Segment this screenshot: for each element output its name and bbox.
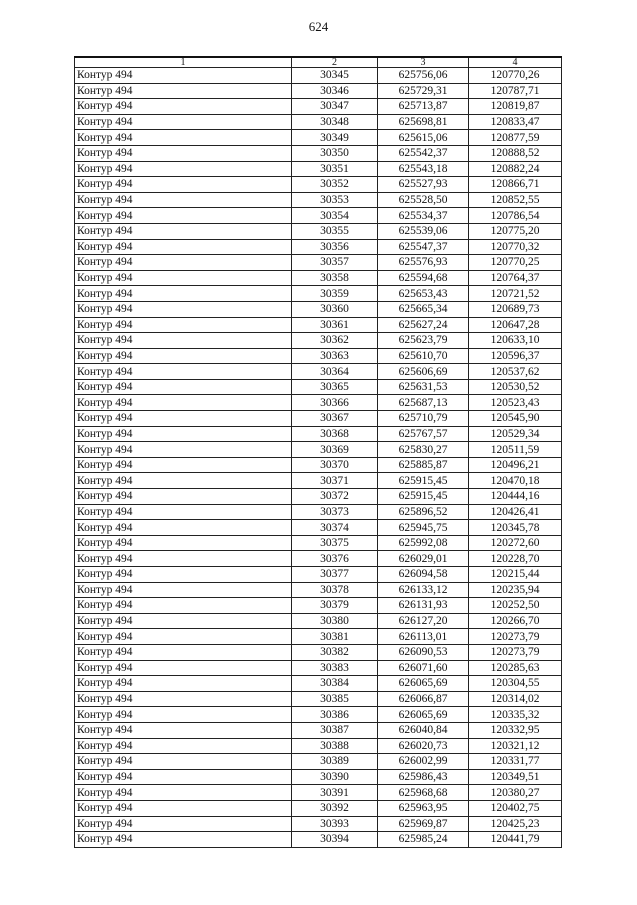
coordinate-x-cell: 626040,84 [378,722,469,738]
table-row [75,255,562,271]
point-number-cell: 30394 [292,832,378,848]
point-number-cell: 30370 [292,457,378,473]
coordinate-y-cell: 120496,21 [469,457,562,473]
coordinate-x-cell: 625528,50 [378,192,469,208]
table-row [75,707,562,723]
contour-name-cell: Контур 494 [75,411,292,427]
table-row [75,301,562,317]
coordinate-y-cell: 120545,90 [469,411,562,427]
contour-name-cell: Контур 494 [75,223,292,239]
coordinate-x-cell: 625547,37 [378,239,469,255]
contour-name-cell: Контур 494 [75,239,292,255]
coordinate-x-cell: 626065,69 [378,707,469,723]
coordinate-y-cell: 120882,24 [469,161,562,177]
point-number-cell: 30385 [292,691,378,707]
contour-name-cell: Контур 494 [75,333,292,349]
contour-name-cell: Контур 494 [75,301,292,317]
coordinate-y-cell: 120349,51 [469,769,562,785]
coordinate-y-cell: 120786,54 [469,208,562,224]
point-number-cell: 30354 [292,208,378,224]
coordinate-x-cell: 625665,34 [378,301,469,317]
contour-name-cell: Контур 494 [75,364,292,380]
coordinate-x-cell: 625534,37 [378,208,469,224]
coordinate-y-cell: 120888,52 [469,145,562,161]
table-row [75,800,562,816]
point-number-cell: 30377 [292,567,378,583]
coordinate-y-cell: 120272,60 [469,535,562,551]
coordinate-x-cell: 625896,52 [378,504,469,520]
coordinate-x-cell: 625767,57 [378,426,469,442]
coordinate-y-cell: 120775,20 [469,223,562,239]
table-row [75,629,562,645]
point-number-cell: 30351 [292,161,378,177]
table-row [75,769,562,785]
table-row [75,754,562,770]
coordinate-x-cell: 625615,06 [378,130,469,146]
contour-name-cell: Контур 494 [75,395,292,411]
table-row [75,785,562,801]
coordinate-y-cell: 120425,23 [469,816,562,832]
contour-name-cell: Контур 494 [75,613,292,629]
coordinate-x-cell: 625631,53 [378,379,469,395]
table-row [75,83,562,99]
point-number-cell: 30366 [292,395,378,411]
point-number-cell: 30376 [292,551,378,567]
table-row [75,208,562,224]
table-row [75,442,562,458]
coordinate-y-cell: 120273,79 [469,644,562,660]
contour-name-cell: Контур 494 [75,177,292,193]
coordinate-x-cell: 625627,24 [378,317,469,333]
contour-name-cell: Контур 494 [75,644,292,660]
table-row [75,177,562,193]
point-number-cell: 30364 [292,364,378,380]
point-number-cell: 30347 [292,99,378,115]
coordinate-y-cell: 120331,77 [469,754,562,770]
table-row [75,582,562,598]
contour-name-cell: Контур 494 [75,68,292,84]
coordinate-y-cell: 120228,70 [469,551,562,567]
coordinate-y-cell: 120770,25 [469,255,562,271]
contour-name-cell: Контур 494 [75,535,292,551]
table-row [75,832,562,848]
coordinate-x-cell: 625830,27 [378,442,469,458]
coordinate-y-cell: 120444,16 [469,489,562,505]
point-number-cell: 30393 [292,816,378,832]
point-number-cell: 30374 [292,520,378,536]
table-row [75,130,562,146]
table-row [75,395,562,411]
table-row [75,333,562,349]
point-number-cell: 30349 [292,130,378,146]
table-row [75,567,562,583]
contour-name-cell: Контур 494 [75,504,292,520]
coordinate-y-cell: 120273,79 [469,629,562,645]
contour-name-cell: Контур 494 [75,816,292,832]
coordinate-x-cell: 625542,37 [378,145,469,161]
coordinate-y-cell: 120345,78 [469,520,562,536]
column-header-4: 4 [469,57,562,68]
coordinate-y-cell: 120764,37 [469,270,562,286]
contour-name-cell: Контур 494 [75,379,292,395]
point-number-cell: 30359 [292,286,378,302]
coordinate-y-cell: 120426,41 [469,504,562,520]
contour-name-cell: Контур 494 [75,286,292,302]
coordinate-x-cell: 625713,87 [378,99,469,115]
coordinate-x-cell: 625576,93 [378,255,469,271]
coordinate-y-cell: 120596,37 [469,348,562,364]
contour-name-cell: Контур 494 [75,598,292,614]
contour-name-cell: Контур 494 [75,722,292,738]
coordinate-x-cell: 625968,68 [378,785,469,801]
point-number-cell: 30380 [292,613,378,629]
table-row [75,192,562,208]
coordinate-x-cell: 625992,08 [378,535,469,551]
contour-name-cell: Контур 494 [75,473,292,489]
coordinate-y-cell: 120529,34 [469,426,562,442]
table-row [75,738,562,754]
table-header-row [75,57,562,68]
point-number-cell: 30386 [292,707,378,723]
contour-name-cell: Контур 494 [75,130,292,146]
coordinate-x-cell: 626066,87 [378,691,469,707]
contour-name-cell: Контур 494 [75,426,292,442]
coordinate-x-cell: 625729,31 [378,83,469,99]
coordinate-y-cell: 120633,10 [469,333,562,349]
point-number-cell: 30358 [292,270,378,286]
contour-name-cell: Контур 494 [75,270,292,286]
coordinate-y-cell: 120530,52 [469,379,562,395]
coordinate-y-cell: 120314,02 [469,691,562,707]
coordinate-x-cell: 625986,43 [378,769,469,785]
table-row [75,411,562,427]
contour-name-cell: Контур 494 [75,457,292,473]
contour-name-cell: Контур 494 [75,567,292,583]
table-row [75,722,562,738]
point-number-cell: 30368 [292,426,378,442]
contour-name-cell: Контур 494 [75,114,292,130]
table-row [75,99,562,115]
point-number-cell: 30373 [292,504,378,520]
coordinate-x-cell: 626127,20 [378,613,469,629]
coordinate-y-cell: 120511,59 [469,442,562,458]
point-number-cell: 30345 [292,68,378,84]
coordinate-x-cell: 625985,24 [378,832,469,848]
coordinate-x-cell: 625594,68 [378,270,469,286]
coordinate-y-cell: 120537,62 [469,364,562,380]
table-row [75,551,562,567]
coordinate-x-cell: 625698,81 [378,114,469,130]
contour-name-cell: Контур 494 [75,800,292,816]
table-row [75,613,562,629]
contour-name-cell: Контур 494 [75,161,292,177]
table-row [75,317,562,333]
table-row [75,223,562,239]
table-row [75,161,562,177]
coordinate-y-cell: 120285,63 [469,660,562,676]
coordinate-x-cell: 625963,95 [378,800,469,816]
table-row [75,473,562,489]
coordinate-x-cell: 626020,73 [378,738,469,754]
coordinate-y-cell: 120321,12 [469,738,562,754]
coordinate-x-cell: 625543,18 [378,161,469,177]
point-number-cell: 30383 [292,660,378,676]
contour-name-cell: Контур 494 [75,582,292,598]
coordinate-y-cell: 120833,47 [469,114,562,130]
point-number-cell: 30391 [292,785,378,801]
column-header-1: 1 [75,57,292,68]
coordinate-x-cell: 625969,87 [378,816,469,832]
table-row [75,676,562,692]
table-row [75,535,562,551]
point-number-cell: 30375 [292,535,378,551]
contour-name-cell: Контур 494 [75,192,292,208]
contour-name-cell: Контур 494 [75,707,292,723]
coordinate-x-cell: 625527,93 [378,177,469,193]
point-number-cell: 30379 [292,598,378,614]
point-number-cell: 30363 [292,348,378,364]
contour-name-cell: Контур 494 [75,738,292,754]
table-row [75,489,562,505]
point-number-cell: 30390 [292,769,378,785]
coordinate-x-cell: 625539,06 [378,223,469,239]
point-number-cell: 30381 [292,629,378,645]
contour-name-cell: Контур 494 [75,785,292,801]
coordinate-x-cell: 626094,58 [378,567,469,583]
coordinate-y-cell: 120304,55 [469,676,562,692]
coordinate-y-cell: 120332,95 [469,722,562,738]
coordinate-x-cell: 625915,45 [378,473,469,489]
table-row [75,504,562,520]
table-row [75,691,562,707]
coordinate-y-cell: 120787,71 [469,83,562,99]
coordinate-y-cell: 120852,55 [469,192,562,208]
coordinate-y-cell: 120877,59 [469,130,562,146]
point-number-cell: 30369 [292,442,378,458]
point-number-cell: 30365 [292,379,378,395]
coordinate-x-cell: 626133,12 [378,582,469,598]
table-row [75,816,562,832]
point-number-cell: 30367 [292,411,378,427]
coordinate-x-cell: 625610,70 [378,348,469,364]
coordinate-y-cell: 120689,73 [469,301,562,317]
coordinate-x-cell: 625653,43 [378,286,469,302]
contour-name-cell: Контур 494 [75,208,292,224]
point-number-cell: 30348 [292,114,378,130]
point-number-cell: 30392 [292,800,378,816]
coordinate-y-cell: 120770,26 [469,68,562,84]
coordinate-y-cell: 120819,87 [469,99,562,115]
coordinate-x-cell: 626090,53 [378,644,469,660]
point-number-cell: 30371 [292,473,378,489]
contour-name-cell: Контур 494 [75,145,292,161]
coordinate-x-cell: 626071,60 [378,660,469,676]
coordinate-y-cell: 120866,71 [469,177,562,193]
table-row [75,379,562,395]
coordinate-x-cell: 625945,75 [378,520,469,536]
point-number-cell: 30353 [292,192,378,208]
point-number-cell: 30355 [292,223,378,239]
contour-name-cell: Контур 494 [75,769,292,785]
coordinate-x-cell: 625606,69 [378,364,469,380]
contour-name-cell: Контур 494 [75,676,292,692]
coordinate-x-cell: 625623,79 [378,333,469,349]
point-number-cell: 30382 [292,644,378,660]
point-number-cell: 30360 [292,301,378,317]
point-number-cell: 30361 [292,317,378,333]
contour-name-cell: Контур 494 [75,551,292,567]
contour-name-cell: Контур 494 [75,317,292,333]
point-number-cell: 30378 [292,582,378,598]
coordinate-x-cell: 626065,69 [378,676,469,692]
coordinate-x-cell: 625687,13 [378,395,469,411]
coordinate-x-cell: 625756,06 [378,68,469,84]
coordinate-y-cell: 120235,94 [469,582,562,598]
coordinate-x-cell: 625710,79 [378,411,469,427]
table-row [75,364,562,380]
contour-name-cell: Контур 494 [75,99,292,115]
contour-name-cell: Контур 494 [75,754,292,770]
contour-name-cell: Контур 494 [75,832,292,848]
contour-name-cell: Контур 494 [75,520,292,536]
page-number: 624 [308,19,329,34]
coordinate-y-cell: 120647,28 [469,317,562,333]
table-row [75,660,562,676]
coordinate-y-cell: 120380,27 [469,785,562,801]
table-row [75,286,562,302]
coordinate-y-cell: 120470,18 [469,473,562,489]
point-number-cell: 30387 [292,722,378,738]
table-row [75,270,562,286]
column-header-2: 2 [292,57,378,68]
point-number-cell: 30384 [292,676,378,692]
table-row [75,114,562,130]
column-header-3: 3 [378,57,469,68]
coordinate-x-cell: 626029,01 [378,551,469,567]
point-number-cell: 30350 [292,145,378,161]
coordinate-y-cell: 120770,32 [469,239,562,255]
coordinate-x-cell: 625915,45 [378,489,469,505]
table-row [75,457,562,473]
point-number-cell: 30362 [292,333,378,349]
coordinate-y-cell: 120721,52 [469,286,562,302]
table-row [75,145,562,161]
table-row [75,68,562,84]
coordinate-y-cell: 120523,43 [469,395,562,411]
coordinate-y-cell: 120252,50 [469,598,562,614]
coordinate-y-cell: 120402,75 [469,800,562,816]
coordinates-table [74,56,562,848]
table-row [75,348,562,364]
table-row [75,520,562,536]
coordinate-y-cell: 120215,44 [469,567,562,583]
contour-name-cell: Контур 494 [75,442,292,458]
point-number-cell: 30372 [292,489,378,505]
coordinate-y-cell: 120335,32 [469,707,562,723]
contour-name-cell: Контур 494 [75,691,292,707]
coordinate-y-cell: 120441,79 [469,832,562,848]
contour-name-cell: Контур 494 [75,629,292,645]
coordinate-x-cell: 626131,93 [378,598,469,614]
contour-name-cell: Контур 494 [75,489,292,505]
coordinate-x-cell: 626113,01 [378,629,469,645]
table-row [75,426,562,442]
coordinate-x-cell: 625885,87 [378,457,469,473]
contour-name-cell: Контур 494 [75,255,292,271]
point-number-cell: 30357 [292,255,378,271]
point-number-cell: 30346 [292,83,378,99]
contour-name-cell: Контур 494 [75,348,292,364]
coordinate-y-cell: 120266,70 [469,613,562,629]
table-row [75,239,562,255]
point-number-cell: 30388 [292,738,378,754]
table-row [75,644,562,660]
point-number-cell: 30356 [292,239,378,255]
point-number-cell: 30352 [292,177,378,193]
table-body [75,68,562,848]
coordinate-x-cell: 626002,99 [378,754,469,770]
contour-name-cell: Контур 494 [75,83,292,99]
table-row [75,598,562,614]
contour-name-cell: Контур 494 [75,660,292,676]
point-number-cell: 30389 [292,754,378,770]
